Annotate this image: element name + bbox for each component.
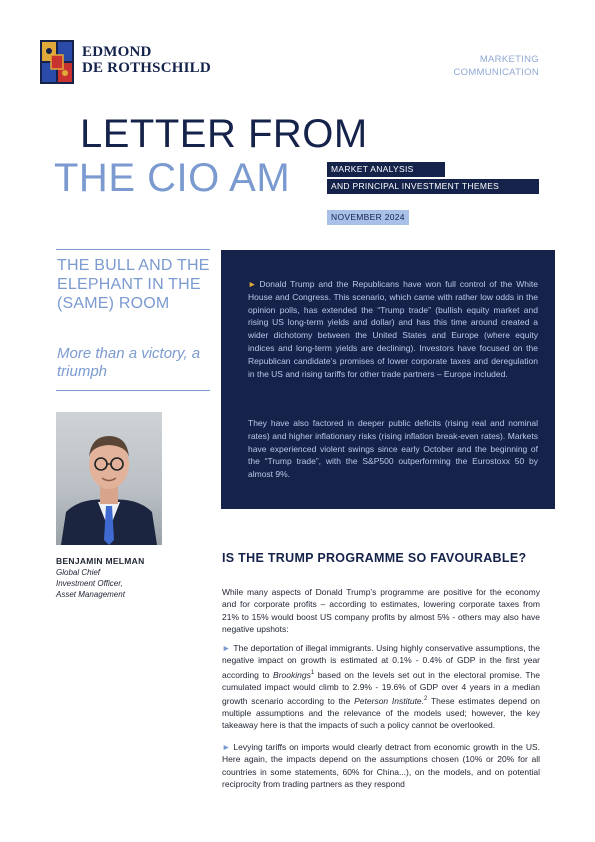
- article-subtitle: More than a victory, a triumph: [57, 345, 201, 380]
- page-title-line-2: THE CIO AM: [54, 156, 291, 200]
- brand-name[interactable]: [82, 44, 211, 76]
- body-paragraph-2: [222, 642, 540, 732]
- author-role-line-1: Global Chief: [56, 568, 101, 577]
- arrow-right-icon: ►: [222, 742, 231, 752]
- article-subhead: THE BULL AND THE ELEPHANT IN THE (SAME) ROOM: [57, 257, 210, 312]
- marketing-label: [453, 53, 539, 79]
- author-role-line-3: Asset Management: [56, 590, 125, 599]
- author-name: BENJAMIN MELMAN: [56, 556, 145, 566]
- date-badge: NOVEMBER 2024: [327, 210, 409, 225]
- divider-top: [56, 249, 210, 250]
- section-heading: IS THE TRUMP PROGRAMME SO FAVOURABLE?: [222, 551, 527, 565]
- summary-box: [221, 250, 555, 509]
- summary-text-1: Donald Trump and the Republicans have won full control of the White House and Congress. This scenario, which came with rather low odds in the opinion polls, has extended the “Trump trade” (bullish equity market and rising US long-term yields and dollar) and has this time around created a wider dichotomy between the United States and Europe (where equity indices and long-term yields are declining). Investors have focused on the Republican candidate’s promises of lower corporate taxes and deregulation in the US and rising tariffs for other trade partners – Europe included.: [248, 279, 538, 379]
- body-p3-text: Levying tariffs on imports would clearly detract from economic growth in the US. Here again, the impacts depend on the assumptions chosen (10% or 20% for all countries in some statements, 60% for China...), on the models, and on potential reciprocity from trading partners as they respond: [222, 742, 540, 789]
- author-role-line-2: Investment Officer,: [56, 579, 123, 588]
- body-p2-text-a: The deportation of illegal immigrants. Using highly conservative assumptions, the negative impact on growth is estimated at 0.1% - 0.4% of GDP in the first year according to: [222, 643, 540, 680]
- author-photo: [56, 412, 162, 545]
- brand-crest-logo: [40, 40, 74, 84]
- body-p2-text-b: based on the levels set out in the electoral promise. The cumulated impact would climb to 2.9% - 19.6% of GDP over 4 years in a median growth scenario according to the: [222, 669, 540, 706]
- brand-line-2: DE ROTHSCHILD: [82, 60, 211, 76]
- summary-paragraph-2: They have also factored in deeper public deficits (rising real and nominal rates) and higher inflationary risks (rising inflation break-even rates). Markets have experienced violent swings since early October and the beginning of the “Trump trade”, with the S&P500 outperforming the Eurostoxx 50 by almost 9%.: [248, 418, 538, 480]
- tag-market-analysis: MARKET ANALYSIS: [327, 162, 445, 177]
- body-paragraph-3: [222, 741, 540, 790]
- body-paragraph-1: While many aspects of Donald Trump’s programme are positive for the economy and for corporate profits – according to estimates, lowering corporate taxes from 21% to 15% would boost US company profits by almost 5% - others may also have negative upshots:: [222, 587, 540, 634]
- arrow-right-icon: ►: [222, 643, 231, 653]
- page-title-line-1: LETTER FROM: [80, 112, 368, 156]
- tag-investment-themes: AND PRINCIPAL INVESTMENT THEMES: [327, 179, 539, 194]
- peterson-ref: Peterson Institute.: [354, 695, 425, 706]
- footnote-ref-1[interactable]: 1: [310, 669, 315, 676]
- brand-line-1: EDMOND: [82, 44, 152, 60]
- author-role: [56, 567, 166, 600]
- footnote-ref-2[interactable]: 2: [424, 696, 428, 703]
- divider-bottom: [56, 390, 210, 391]
- marketing-line-1: MARKETING: [479, 54, 539, 65]
- body-p2-text-c: These estimates depend on multiple assumptions and the relevance of the models used; however, the key takeaway here is that the impacts of such a policy cannot be overlooked.: [222, 695, 541, 731]
- summary-paragraph-1: [248, 278, 538, 380]
- brookings-ref: Brookings: [273, 669, 311, 680]
- arrow-right-icon: ►: [248, 279, 257, 289]
- marketing-line-2: COMMUNICATION: [453, 67, 539, 78]
